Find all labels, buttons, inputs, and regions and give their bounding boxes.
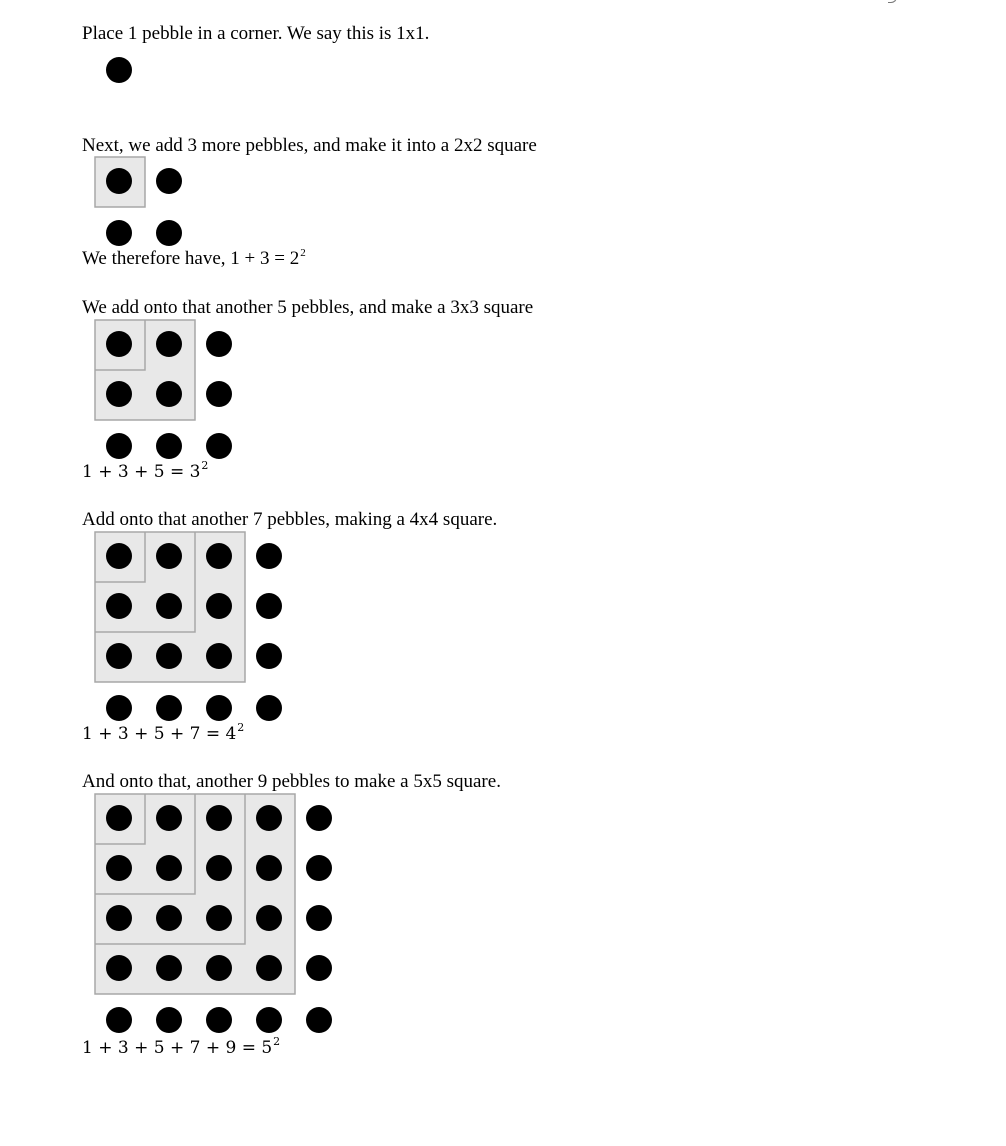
pebble <box>156 331 182 357</box>
pebble <box>156 643 182 669</box>
section-3-caption: We add onto that another 5 pebbles, and make a 3x3 square <box>82 297 534 318</box>
pebble <box>156 593 182 619</box>
section-3-equation-text: 1 + 3 + 5 = 3 <box>82 462 201 482</box>
pebble <box>106 331 132 357</box>
added-pebble <box>206 433 232 459</box>
pebble <box>106 643 132 669</box>
section-5-exponent: 2 <box>273 1035 281 1048</box>
pebble <box>106 381 132 407</box>
added-pebble <box>306 955 332 981</box>
section-5-equation <box>82 1036 280 1057</box>
pebble <box>206 855 232 881</box>
pebble <box>156 381 182 407</box>
pebble <box>156 805 182 831</box>
added-pebble <box>106 433 132 459</box>
section-4-equation <box>82 722 244 743</box>
pebble <box>106 805 132 831</box>
added-pebble <box>156 433 182 459</box>
added-pebble <box>156 220 182 246</box>
pebble <box>106 57 132 83</box>
added-pebble <box>206 331 232 357</box>
section-4-exponent: 2 <box>237 721 245 734</box>
added-pebble <box>206 381 232 407</box>
added-pebble <box>156 695 182 721</box>
added-pebble <box>106 220 132 246</box>
added-pebble <box>206 695 232 721</box>
pebble <box>156 543 182 569</box>
pebble <box>106 905 132 931</box>
pebble <box>156 955 182 981</box>
pebble-figure-3x3 <box>94 319 334 469</box>
section-5-caption: And onto that, another 9 pebbles to make a 5x5 square. <box>82 771 501 792</box>
pebble <box>206 593 232 619</box>
added-pebble <box>106 1007 132 1033</box>
added-pebble <box>256 1007 282 1033</box>
pebble-figure-5x5 <box>94 793 344 1038</box>
pebble-figure-2x2 <box>94 156 334 256</box>
added-pebble <box>256 695 282 721</box>
section-2-equation-text: We therefore have, 1 + 3 = 2 <box>82 248 300 269</box>
added-pebble <box>206 1007 232 1033</box>
pebble <box>106 855 132 881</box>
section-1-caption: Place 1 pebble in a corner. We say this is 1x1. <box>82 23 430 44</box>
pebble-figure-4x4 <box>94 531 334 731</box>
section-4-equation-text: 1 + 3 + 5 + 7 = 4 <box>82 724 237 744</box>
section-2-caption: Next, we add 3 more pebbles, and make it into a 2x2 square <box>82 135 537 156</box>
added-pebble <box>156 168 182 194</box>
added-pebble <box>306 805 332 831</box>
added-pebble <box>306 855 332 881</box>
pebble <box>206 905 232 931</box>
added-pebble <box>106 695 132 721</box>
pebble <box>106 593 132 619</box>
pebble <box>106 955 132 981</box>
added-pebble <box>256 643 282 669</box>
pebble <box>256 905 282 931</box>
pebble <box>156 905 182 931</box>
pebble <box>106 543 132 569</box>
page-corner-mark <box>888 0 897 3</box>
section-3-exponent: 2 <box>201 459 209 472</box>
added-pebble <box>306 905 332 931</box>
section-2-exponent: 2 <box>300 247 306 259</box>
pebble <box>206 543 232 569</box>
section-3-equation <box>82 460 208 481</box>
section-5-equation-text: 1 + 3 + 5 + 7 + 9 = 5 <box>82 1038 273 1058</box>
added-pebble <box>256 593 282 619</box>
pebble <box>256 805 282 831</box>
pebble <box>156 855 182 881</box>
section-2-equation <box>82 248 306 268</box>
pebble <box>106 168 132 194</box>
section-4-caption: Add onto that another 7 pebbles, making a 4x4 square. <box>82 509 498 530</box>
added-pebble <box>156 1007 182 1033</box>
pebble <box>206 805 232 831</box>
added-pebble <box>306 1007 332 1033</box>
added-pebble <box>256 543 282 569</box>
pebble-figure-1x1 <box>94 55 334 95</box>
pebble <box>206 955 232 981</box>
pebble <box>256 855 282 881</box>
pebble <box>256 955 282 981</box>
pebble <box>206 643 232 669</box>
